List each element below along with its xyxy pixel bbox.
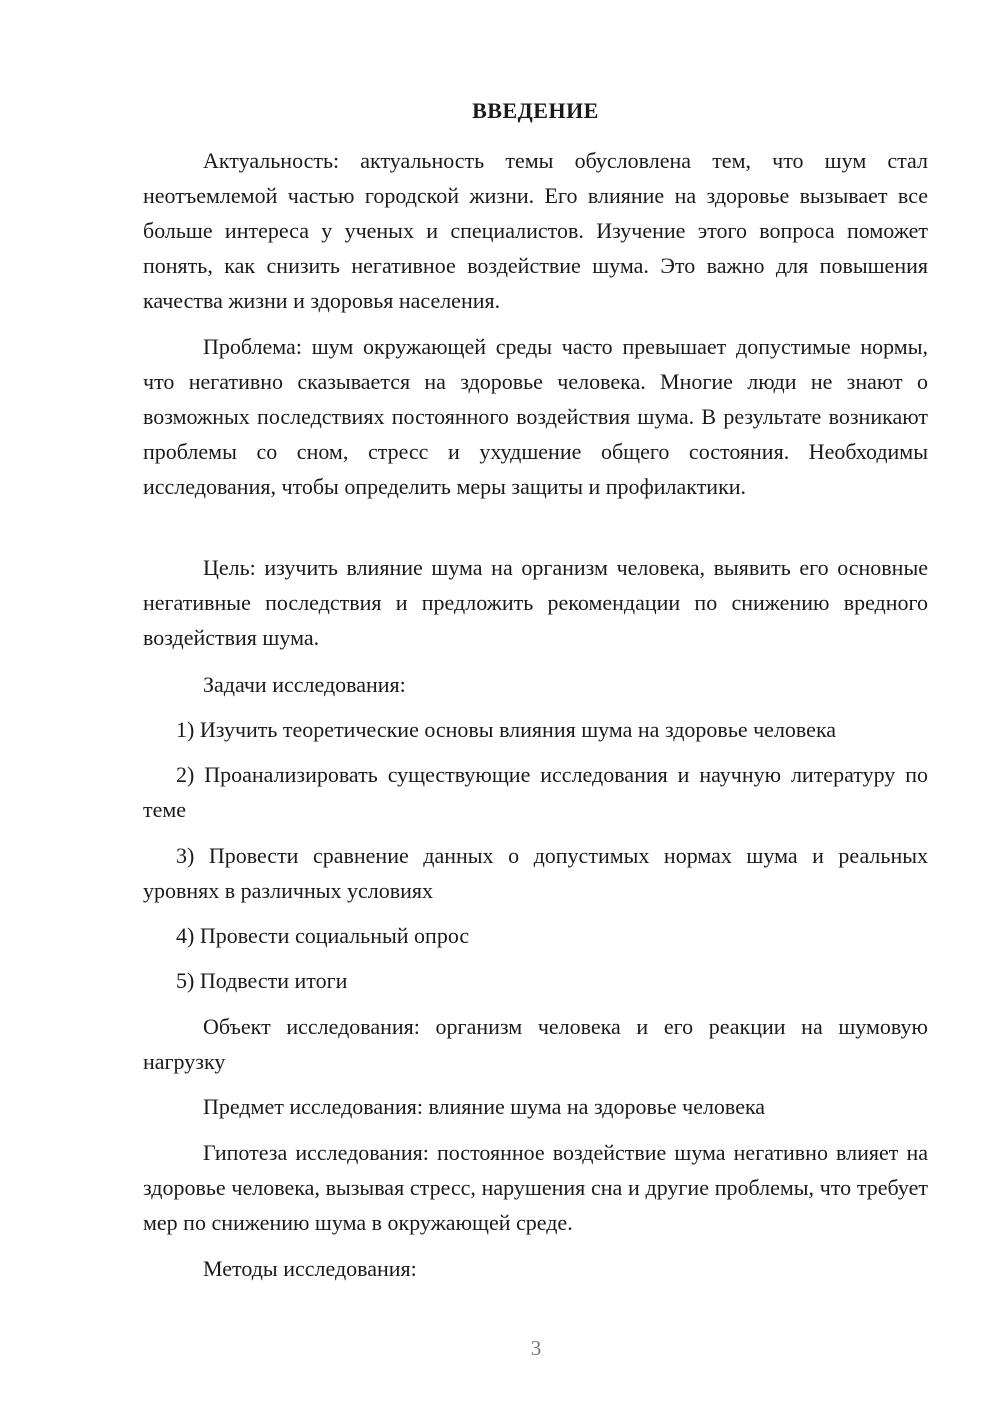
page-title: ВВЕДЕНИЕ (472, 98, 599, 123)
paragraph-problem: Проблема: шум окружающей среды часто превышает допустимые нормы, что негативно сказывается на здоровье человека. Многие люди не знают о возможных последствиях постоянного воздействия шума. В результате возникают проблемы со сном, стресс и ухудшение общего состояния. Необходимы исследования, чтобы определить меры защиты и профилактики. (143, 334, 928, 499)
tasks-heading: Задачи исследования: (203, 672, 406, 697)
paragraph-hypothesis: Гипотеза исследования: постоянное воздействие шума негативно влияет на здоровье человека, вызывая стресс, нарушения сна и другие проблемы, что требует мер по снижению шума в окружающей среде. (143, 1140, 928, 1235)
paragraph-relevance: Актуальность: актуальность темы обусловлена тем, что шум стал неотъемлемой частью городской жизни. Его влияние на здоровье вызывает все больше интереса у ученых и специалистов. Изучение этого вопроса поможет понять, как снизить негативное воздействие шума. Это важно для повышения качества жизни и здоровья населения. (143, 148, 928, 313)
page-number: 3 (530, 1336, 542, 1360)
list-item-task-2: 2) Проанализировать существующие исследования и научную литературу по теме (143, 762, 928, 822)
methods-heading: Методы исследования: (203, 1256, 417, 1281)
list-item-task-5: 5) Подвести итоги (176, 968, 348, 993)
list-item-task-1: 1) Изучить теоретические основы влияния шума на здоровье человека (176, 717, 837, 742)
list-item-task-3: 3) Провести сравнение данных о допустимых нормах шума и реальных уровнях в различных условиях (143, 843, 928, 903)
paragraph-subject: Предмет исследования: влияние шума на здоровье человека (203, 1094, 766, 1119)
paragraph-object: Объект исследования: организм человека и его реакции на шумовую нагрузку (143, 1014, 928, 1074)
paragraph-goal: Цель: изучить влияние шума на организм человека, выявить его основные негативные последствия и предложить рекомендации по снижению вредного воздействия шума. (143, 555, 928, 650)
list-item-task-4: 4) Провести социальный опрос (176, 923, 470, 948)
